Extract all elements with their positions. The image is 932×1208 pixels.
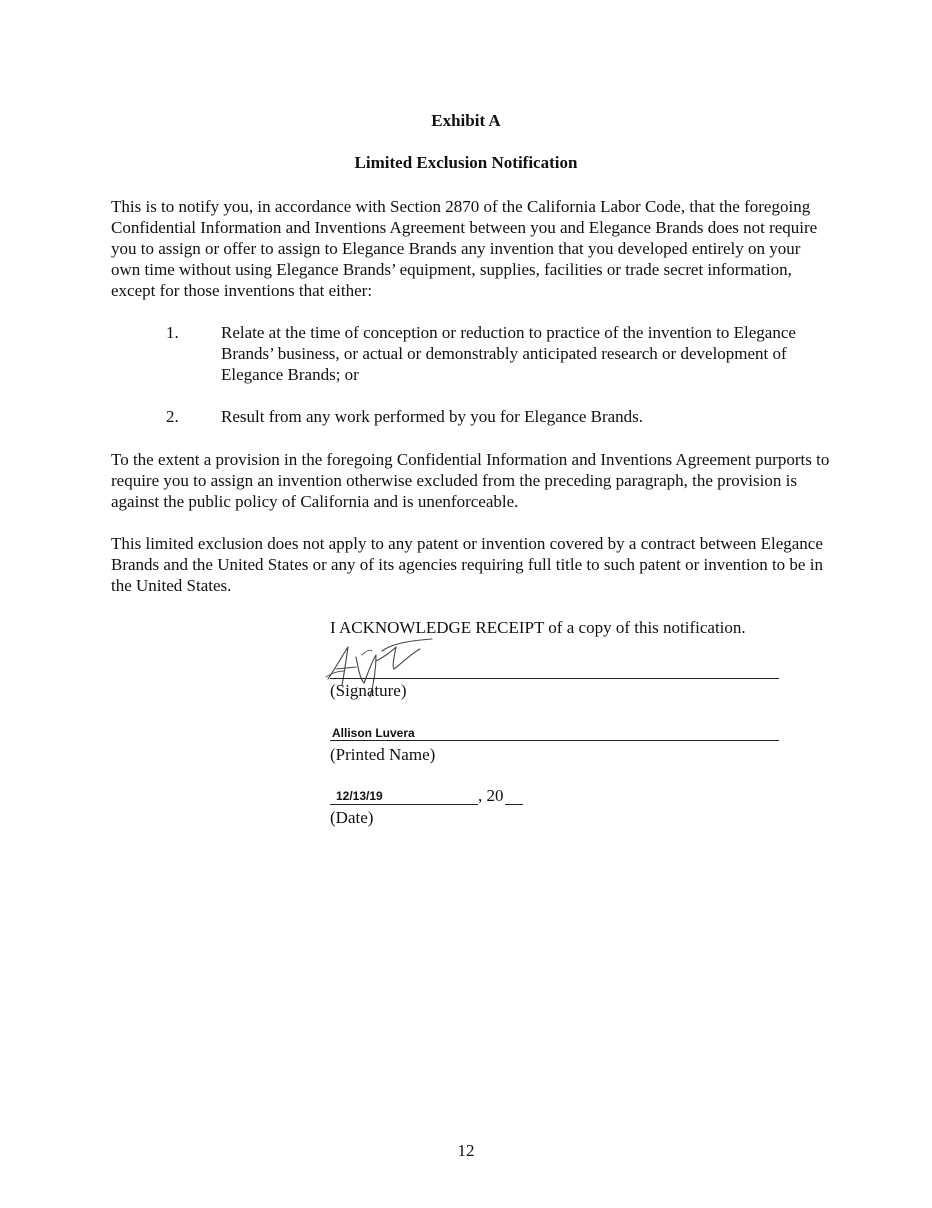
signature-line[interactable] <box>330 678 779 679</box>
printed-name-label: (Printed Name) <box>330 745 436 764</box>
date-year-prefix: , 20 <box>478 786 504 805</box>
section-title: Limited Exclusion Notification <box>354 153 578 172</box>
year-blank-line <box>505 804 523 805</box>
notice-paragraph: This is to notify you, in accordance with Section 2870 of the California Labor Code, that the foregoing Confidential Information and Inventions Agreement between you and Elegance Brands does not require you to assign or offer to assign to Elegance Brands any invention that you developed entirely on your own time without using Elegance Brands’ equipment, supplies, facilities or trade secret information, except for those inventions that either: <box>111 197 818 300</box>
acknowledgment-text: I ACKNOWLEDGE RECEIPT of a copy of this notification. <box>330 618 746 637</box>
date-value: 12/13/19 <box>336 789 383 803</box>
printed-name-value: Allison Luvera <box>332 726 415 740</box>
list-item-text: Relate at the time of conception or reduction to practice of the invention to Elegance Brands’ business, or actual or demonstrably anticipated research or development of Elegance Brands; or <box>221 323 796 384</box>
public-policy-paragraph: To the extent a provision in the foregoing Confidential Information and Inventions Agreement purports to require you to assign an invention otherwise excluded from the preceding paragraph, the provision is against the public policy of California and is unenforceable. <box>111 450 830 511</box>
printed-name-line[interactable] <box>330 740 779 741</box>
list-item-number: 1. <box>166 323 179 342</box>
date-label: (Date) <box>330 808 374 827</box>
page-number: 12 <box>457 1141 475 1160</box>
signature-label: (Signature) <box>330 681 407 700</box>
list-item-text: Result from any work performed by you for Elegance Brands. <box>221 407 644 426</box>
date-underline <box>330 804 478 805</box>
list-item <box>111 322 831 385</box>
list-item <box>111 406 831 427</box>
exhibit-title: Exhibit A <box>431 111 501 130</box>
exclusion-scope-paragraph: This limited exclusion does not apply to any patent or invention covered by a contract between Elegance Brands and the United States or any of its agencies requiring full title to such patent or invention to be in the United States. <box>111 534 823 595</box>
list-item-number: 2. <box>166 407 179 426</box>
